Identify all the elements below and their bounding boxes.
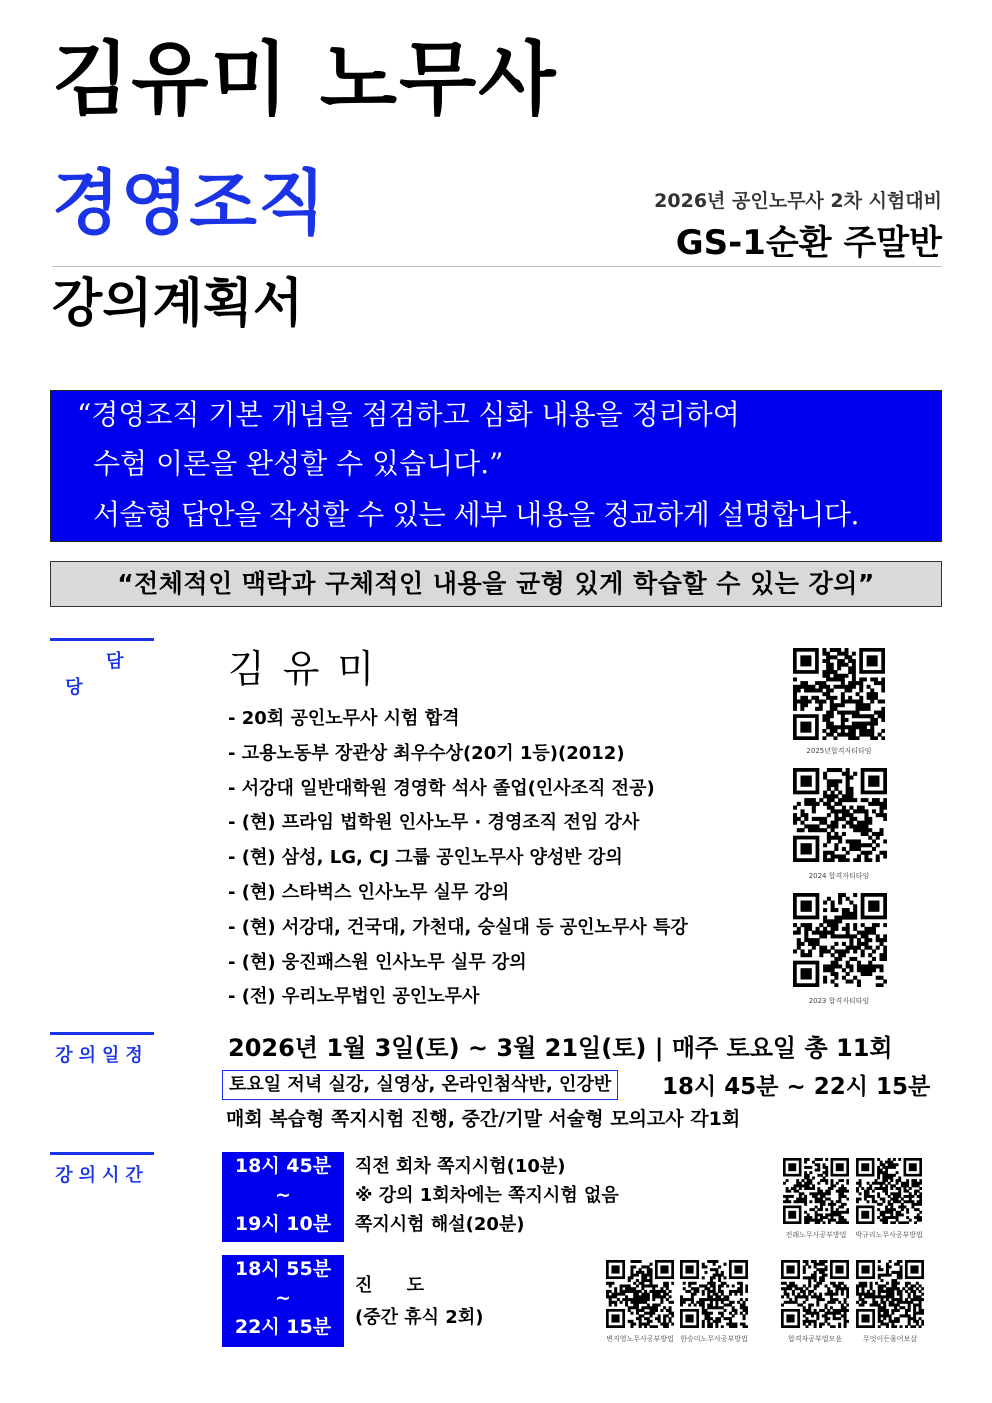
desc-line: (중간 휴식 2회) (355, 1307, 484, 1328)
qr-caption: 전래노무사공부방법 (785, 1231, 847, 1239)
desc-line: 쪽지시험 해설(20분) (355, 1214, 525, 1235)
quote-line-1: “경영조직 기본 개념을 점검하고 심화 내용을 정리하여 (77, 398, 740, 431)
instructor-bio (228, 702, 688, 1015)
qr-pattern (783, 1158, 849, 1224)
qr-code-2023[interactable] (793, 893, 887, 987)
bio-item: - (현) 삼성, LG, CJ 그룹 공인노무사 양성반 강의 (228, 841, 688, 876)
qr-code-2024[interactable] (793, 768, 887, 862)
desc-line: 진 도 (355, 1275, 439, 1296)
bio-item: - 20회 공인노무사 시험 합격 (228, 702, 688, 737)
schedule-class-types: 토요일 저녁 실강, 실영상, 온라인첨삭반, 인강반 (222, 1070, 618, 1100)
bio-item: - (현) 서강대, 건국대, 가천대, 숭실대 등 공인노무사 특강 (228, 911, 688, 946)
subject-title: 경영조직 (52, 162, 327, 244)
qr-caption: 한승미노무사공부방법 (680, 1335, 748, 1343)
bio-item: - 고용노동부 장관상 최우수상(20기 1등)(2012) (228, 737, 688, 772)
desc-line: 직전 회차 쪽지시험(10분) (355, 1156, 566, 1177)
qr-code-study-method-1[interactable] (783, 1158, 849, 1224)
qr-code-2025[interactable] (793, 648, 885, 740)
header-divider (52, 266, 942, 267)
time-block-2 (222, 1255, 344, 1347)
qr-caption: 2025년합격자티타임 (806, 747, 872, 755)
qr-pattern (856, 1158, 922, 1224)
qr-pattern (793, 648, 885, 740)
bio-item: - 서강대 일반대학원 경영학 석사 졸업(인사조직 전공) (228, 772, 688, 807)
qr-code-success-stories[interactable] (781, 1260, 849, 1328)
qr-code-qna[interactable] (856, 1260, 924, 1328)
qr-code-study-method-3[interactable] (606, 1260, 674, 1328)
course-name: GS-1순환 주말반 (675, 223, 942, 263)
schedule-dates: 2026년 1월 3일(토) ~ 3월 21일(토) | 매주 토요일 총 11회 (228, 1034, 893, 1062)
instructor-label: 담당 (50, 638, 154, 699)
tagline: “전체적인 맥락과 구체적인 내용을 균형 있게 학습할 수 있는 강의” (50, 561, 942, 607)
qr-pattern (793, 768, 887, 862)
qr-caption: 2023 합격자티타임 (808, 997, 870, 1005)
instructor-title: 김유미 노무사 (52, 33, 558, 126)
exam-line: 2026년 공인노무사 2차 시험대비 (654, 190, 942, 212)
quote-line-3: 서술형 답안을 작성할 수 있는 세부 내용을 정교하게 설명합니다. (93, 498, 859, 531)
qr-code-study-method-2[interactable] (856, 1158, 922, 1224)
schedule-note: 매회 복습형 쪽지시험 진행, 중간/기말 서술형 모의고사 각1회 (226, 1108, 741, 1130)
time-sep: ~ (275, 1287, 291, 1309)
time-block-1 (222, 1152, 344, 1242)
qr-caption: 무엇이든물어보살 (862, 1335, 918, 1343)
qr-pattern (606, 1260, 674, 1328)
qr-caption: 2024 합격자티타임 (808, 872, 870, 880)
instructor-name: 김유미 (228, 647, 393, 691)
bio-item: - (현) 스타벅스 인사노무 실무 강의 (228, 876, 688, 911)
schedule-label: 강의일정 (50, 1032, 154, 1067)
qr-caption: 변지영노무사공부방법 (606, 1335, 674, 1343)
time-end: 19시 10분 (234, 1213, 332, 1235)
time-block-2-desc (355, 1270, 483, 1334)
qr-caption: 박규리노무사공부방법 (855, 1231, 923, 1239)
desc-line: ※ 강의 1회차에는 쪽지시험 없음 (355, 1185, 619, 1206)
qr-code-study-method-4[interactable] (680, 1260, 748, 1328)
time-start: 18시 55분 (234, 1258, 332, 1280)
qr-pattern (793, 893, 887, 987)
qr-pattern (781, 1260, 849, 1328)
doc-type: 강의계획서 (52, 274, 304, 334)
intro-quote-box (50, 390, 942, 542)
time-end: 22시 15분 (234, 1316, 332, 1338)
time-start: 18시 45분 (234, 1155, 332, 1177)
quote-line-2: 수험 이론을 완성할 수 있습니다.” (93, 447, 504, 480)
qr-pattern (680, 1260, 748, 1328)
bio-item: - (현) 프라임 법학원 인사노무 · 경영조직 전임 강사 (228, 806, 688, 841)
bio-item: - (현) 웅진패스원 인사노무 실무 강의 (228, 946, 688, 981)
qr-caption: 합격자공부법모음 (787, 1335, 843, 1343)
timetable-label: 강의시간 (50, 1152, 154, 1187)
bio-item: - (전) 우리노무법인 공인노무사 (228, 980, 688, 1015)
qr-pattern (856, 1260, 924, 1328)
time-sep: ~ (275, 1184, 291, 1206)
time-block-1-desc (355, 1152, 619, 1239)
schedule-time: 18시 45분 ~ 22시 15분 (662, 1074, 931, 1100)
